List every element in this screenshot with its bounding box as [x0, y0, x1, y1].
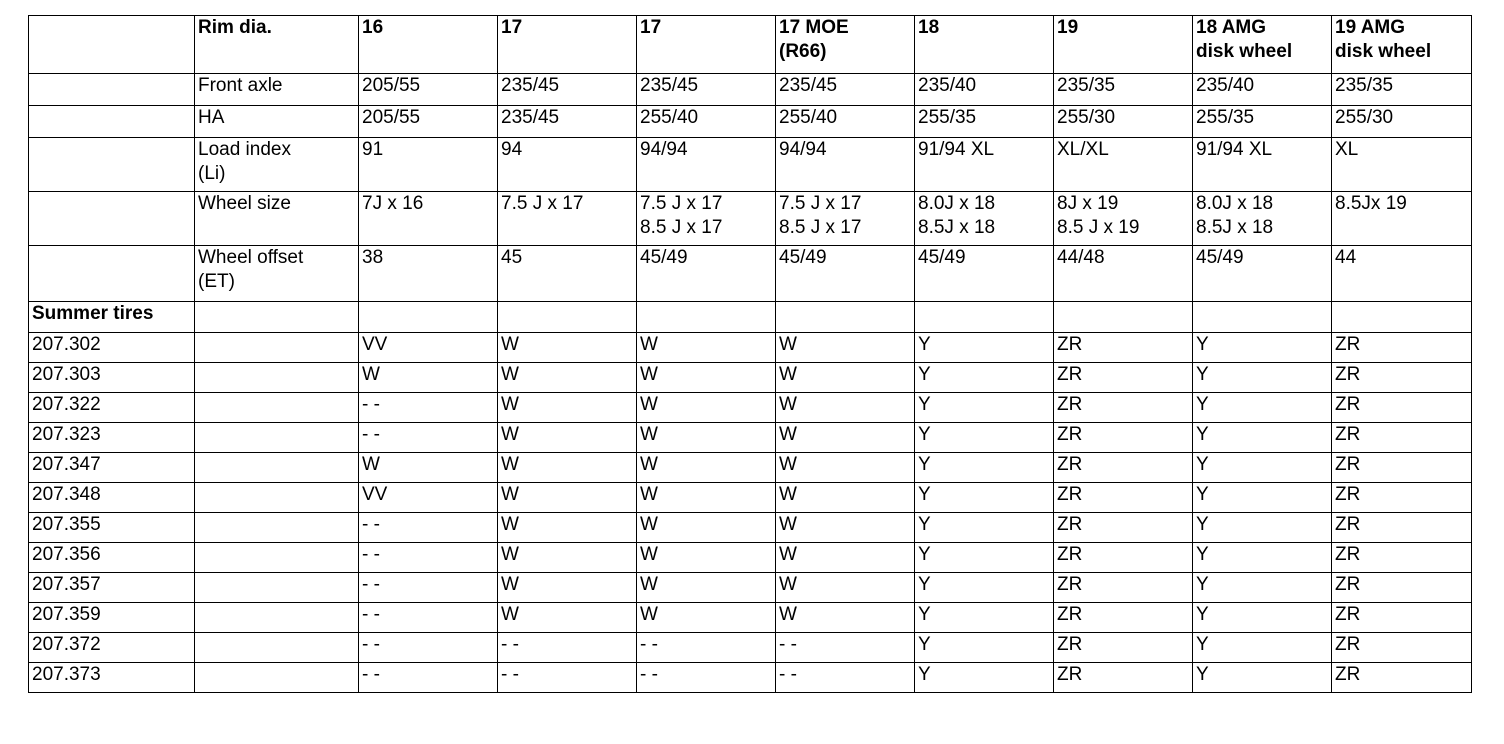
speed-rating-cell: VV [359, 333, 498, 363]
speed-rating-cell: Y [915, 543, 1054, 573]
speed-rating-cell: Y [1193, 393, 1332, 423]
empty-cell [359, 302, 498, 333]
speed-rating-cell: ZR [1054, 363, 1193, 393]
speed-rating-cell: ZR [1054, 453, 1193, 483]
speed-rating-cell: W [498, 513, 637, 543]
model-code: 207.356 [29, 543, 195, 573]
empty-cell [29, 192, 195, 246]
column-header: 16 [359, 16, 498, 74]
empty-cell [195, 663, 359, 693]
speed-rating-cell: W [776, 513, 915, 543]
speed-rating-cell: - - [359, 423, 498, 453]
speed-rating-cell: W [498, 603, 637, 633]
empty-cell [29, 246, 195, 302]
speed-rating-cell: W [498, 453, 637, 483]
spec-value-cell: 205/55 [359, 106, 498, 138]
speed-rating-cell: Y [1193, 663, 1332, 693]
model-code: 207.372 [29, 633, 195, 663]
spec-value-cell: 45/49 [776, 246, 915, 302]
speed-rating-cell: ZR [1054, 513, 1193, 543]
rim-dia-label: Rim dia. [195, 16, 359, 74]
model-code: 207.347 [29, 453, 195, 483]
speed-rating-cell: Y [1193, 543, 1332, 573]
speed-rating-cell: - - [359, 573, 498, 603]
spec-value-cell: 8.0J x 18 8.5J x 18 [915, 192, 1054, 246]
empty-cell [195, 333, 359, 363]
speed-rating-cell: ZR [1332, 483, 1472, 513]
model-code: 207.373 [29, 663, 195, 693]
column-header: 18 [915, 16, 1054, 74]
speed-rating-cell: W [498, 363, 637, 393]
spec-value-cell: 94/94 [637, 138, 776, 192]
empty-cell [195, 483, 359, 513]
speed-rating-cell: Y [1193, 333, 1332, 363]
column-header: 17 MOE (R66) [776, 16, 915, 74]
spec-value-cell: XL [1332, 138, 1472, 192]
speed-rating-cell: W [637, 453, 776, 483]
speed-rating-cell: W [359, 363, 498, 393]
speed-rating-cell: W [637, 603, 776, 633]
table-row [29, 453, 1472, 483]
empty-cell [195, 633, 359, 663]
speed-rating-cell: - - [776, 663, 915, 693]
speed-rating-cell: W [776, 363, 915, 393]
empty-cell [195, 603, 359, 633]
speed-rating-cell: Y [915, 423, 1054, 453]
speed-rating-cell: W [776, 603, 915, 633]
table-row [29, 513, 1472, 543]
table-row [29, 663, 1472, 693]
column-header: 19 AMG disk wheel [1332, 16, 1472, 74]
speed-rating-cell: ZR [1054, 573, 1193, 603]
speed-rating-cell: W [498, 483, 637, 513]
empty-cell [195, 363, 359, 393]
model-code: 207.355 [29, 513, 195, 543]
speed-rating-cell: ZR [1332, 543, 1472, 573]
model-code: 207.323 [29, 423, 195, 453]
speed-rating-cell: W [637, 573, 776, 603]
spec-rows [29, 74, 1472, 302]
spec-value-cell: 91/94 XL [1193, 138, 1332, 192]
speed-rating-cell: ZR [1054, 633, 1193, 663]
empty-cell [195, 302, 359, 333]
spec-row [29, 138, 1472, 192]
speed-rating-cell: Y [1193, 573, 1332, 603]
speed-rating-cell: Y [1193, 513, 1332, 543]
spec-label: Wheel size [195, 192, 359, 246]
table-row [29, 363, 1472, 393]
spec-value-cell: 44 [1332, 246, 1472, 302]
spec-value-cell: 45/49 [1193, 246, 1332, 302]
speed-rating-cell: - - [776, 633, 915, 663]
spec-value-cell: 94 [498, 138, 637, 192]
speed-rating-cell: W [498, 333, 637, 363]
spec-value-cell: 255/30 [1054, 106, 1193, 138]
table-row [29, 393, 1472, 423]
speed-rating-cell: Y [1193, 363, 1332, 393]
speed-rating-cell: Y [915, 363, 1054, 393]
speed-rating-cell: ZR [1054, 393, 1193, 423]
spec-value-cell: 235/40 [1193, 74, 1332, 106]
spec-value-cell: 205/55 [359, 74, 498, 106]
spec-label: Wheel offset (ET) [195, 246, 359, 302]
speed-rating-cell: Y [915, 603, 1054, 633]
speed-rating-cell: W [498, 423, 637, 453]
empty-cell [1054, 302, 1193, 333]
spec-value-cell: 7.5 J x 17 8.5 J x 17 [776, 192, 915, 246]
speed-rating-cell: ZR [1332, 603, 1472, 633]
empty-cell [498, 302, 637, 333]
speed-rating-cell: Y [915, 513, 1054, 543]
speed-rating-cell: W [498, 393, 637, 423]
speed-rating-cell: W [776, 393, 915, 423]
empty-cell [195, 423, 359, 453]
spec-value-cell: 7.5 J x 17 8.5 J x 17 [637, 192, 776, 246]
table-row [29, 333, 1472, 363]
speed-rating-cell: - - [498, 633, 637, 663]
spec-value-cell: 91/94 XL [915, 138, 1054, 192]
column-header: 17 [637, 16, 776, 74]
spec-value-cell: 255/35 [1193, 106, 1332, 138]
speed-rating-cell: W [776, 423, 915, 453]
empty-cell [1193, 302, 1332, 333]
empty-cell [776, 302, 915, 333]
empty-cell [637, 302, 776, 333]
spec-label: Front axle [195, 74, 359, 106]
speed-rating-cell: W [637, 543, 776, 573]
speed-rating-cell: Y [915, 453, 1054, 483]
speed-rating-cell: Y [915, 573, 1054, 603]
speed-rating-cell: W [776, 333, 915, 363]
header-corner-cell [29, 16, 195, 74]
speed-rating-cell: W [637, 363, 776, 393]
spec-value-cell: 44/48 [1054, 246, 1193, 302]
spec-value-cell: XL/XL [1054, 138, 1193, 192]
tire-spec-table [28, 15, 1472, 693]
speed-rating-cell: - - [637, 633, 776, 663]
spec-value-cell: 8.5Jx 19 [1332, 192, 1472, 246]
speed-rating-cell: W [637, 393, 776, 423]
empty-cell [195, 393, 359, 423]
spec-value-cell: 235/45 [498, 106, 637, 138]
table-row [29, 603, 1472, 633]
speed-rating-cell: ZR [1332, 423, 1472, 453]
spec-row [29, 106, 1472, 138]
speed-rating-cell: VV [359, 483, 498, 513]
speed-rating-cell: W [776, 483, 915, 513]
empty-cell [29, 106, 195, 138]
table-row [29, 423, 1472, 453]
spec-value-cell: 7.5 J x 17 [498, 192, 637, 246]
speed-rating-cell: ZR [1054, 423, 1193, 453]
speed-rating-cell: Y [915, 393, 1054, 423]
spec-value-cell: 8J x 19 8.5 J x 19 [1054, 192, 1193, 246]
spec-value-cell: 38 [359, 246, 498, 302]
model-code: 207.302 [29, 333, 195, 363]
model-code: 207.322 [29, 393, 195, 423]
model-code: 207.357 [29, 573, 195, 603]
spec-label: Load index (Li) [195, 138, 359, 192]
speed-rating-cell: Y [915, 663, 1054, 693]
speed-rating-cell: W [498, 543, 637, 573]
empty-cell [29, 138, 195, 192]
empty-cell [195, 513, 359, 543]
empty-cell [915, 302, 1054, 333]
speed-rating-cell: Y [1193, 453, 1332, 483]
speed-rating-cell: ZR [1332, 363, 1472, 393]
spec-row [29, 246, 1472, 302]
speed-rating-cell: Y [1193, 633, 1332, 663]
table-row [29, 633, 1472, 663]
speed-rating-cell: ZR [1332, 573, 1472, 603]
speed-rating-cell: ZR [1054, 603, 1193, 633]
speed-rating-cell: - - [359, 393, 498, 423]
speed-rating-cell: Y [1193, 483, 1332, 513]
speed-rating-cell: Y [915, 483, 1054, 513]
speed-rating-cell: W [637, 423, 776, 453]
speed-rating-cell: W [776, 543, 915, 573]
speed-rating-cell: W [637, 333, 776, 363]
speed-rating-cell: - - [359, 543, 498, 573]
speed-rating-cell: ZR [1054, 333, 1193, 363]
empty-cell [1332, 302, 1472, 333]
speed-rating-cell: - - [359, 513, 498, 543]
speed-rating-cell: ZR [1332, 633, 1472, 663]
speed-rating-cell: - - [359, 633, 498, 663]
speed-rating-cell: Y [915, 333, 1054, 363]
speed-rating-cell: ZR [1054, 483, 1193, 513]
speed-rating-cell: - - [359, 663, 498, 693]
speed-rating-cell: ZR [1332, 393, 1472, 423]
empty-cell [195, 543, 359, 573]
spec-value-cell: 255/40 [776, 106, 915, 138]
empty-cell [195, 573, 359, 603]
table-row [29, 573, 1472, 603]
spec-value-cell: 235/35 [1054, 74, 1193, 106]
section-row [29, 302, 1472, 333]
spec-value-cell: 235/45 [498, 74, 637, 106]
speed-rating-cell: ZR [1332, 333, 1472, 363]
speed-rating-cell: W [637, 513, 776, 543]
speed-rating-cell: W [359, 453, 498, 483]
column-header: 19 [1054, 16, 1193, 74]
speed-rating-cell: ZR [1332, 513, 1472, 543]
model-code: 207.303 [29, 363, 195, 393]
spec-value-cell: 235/40 [915, 74, 1054, 106]
speed-rating-cell: ZR [1332, 663, 1472, 693]
speed-rating-cell: ZR [1054, 543, 1193, 573]
spec-value-cell: 255/35 [915, 106, 1054, 138]
speed-rating-cell: - - [359, 603, 498, 633]
model-code: 207.359 [29, 603, 195, 633]
spec-value-cell: 235/45 [637, 74, 776, 106]
speed-rating-cell: - - [637, 663, 776, 693]
spec-value-cell: 45 [498, 246, 637, 302]
spec-row [29, 192, 1472, 246]
summer-tire-rows [29, 333, 1472, 693]
speed-rating-cell: ZR [1054, 663, 1193, 693]
section-title: Summer tires [29, 302, 195, 333]
spec-value-cell: 45/49 [915, 246, 1054, 302]
spec-value-cell: 94/94 [776, 138, 915, 192]
empty-cell [29, 74, 195, 106]
spec-value-cell: 7J x 16 [359, 192, 498, 246]
spec-value-cell: 255/30 [1332, 106, 1472, 138]
spec-value-cell: 8.0J x 18 8.5J x 18 [1193, 192, 1332, 246]
spec-value-cell: 91 [359, 138, 498, 192]
table-row [29, 543, 1472, 573]
spec-value-cell: 235/45 [776, 74, 915, 106]
speed-rating-cell: Y [1193, 423, 1332, 453]
column-header: 17 [498, 16, 637, 74]
spec-label: HA [195, 106, 359, 138]
speed-rating-cell: - - [498, 663, 637, 693]
speed-rating-cell: Y [1193, 603, 1332, 633]
empty-cell [195, 453, 359, 483]
speed-rating-cell: W [776, 573, 915, 603]
spec-value-cell: 255/40 [637, 106, 776, 138]
header-row [29, 16, 1472, 74]
spec-value-cell: 45/49 [637, 246, 776, 302]
speed-rating-cell: ZR [1332, 453, 1472, 483]
speed-rating-cell: Y [915, 633, 1054, 663]
speed-rating-cell: W [776, 453, 915, 483]
spec-value-cell: 235/35 [1332, 74, 1472, 106]
speed-rating-cell: W [498, 573, 637, 603]
table-row [29, 483, 1472, 513]
spec-row [29, 74, 1472, 106]
column-header: 18 AMG disk wheel [1193, 16, 1332, 74]
model-code: 207.348 [29, 483, 195, 513]
speed-rating-cell: W [637, 483, 776, 513]
